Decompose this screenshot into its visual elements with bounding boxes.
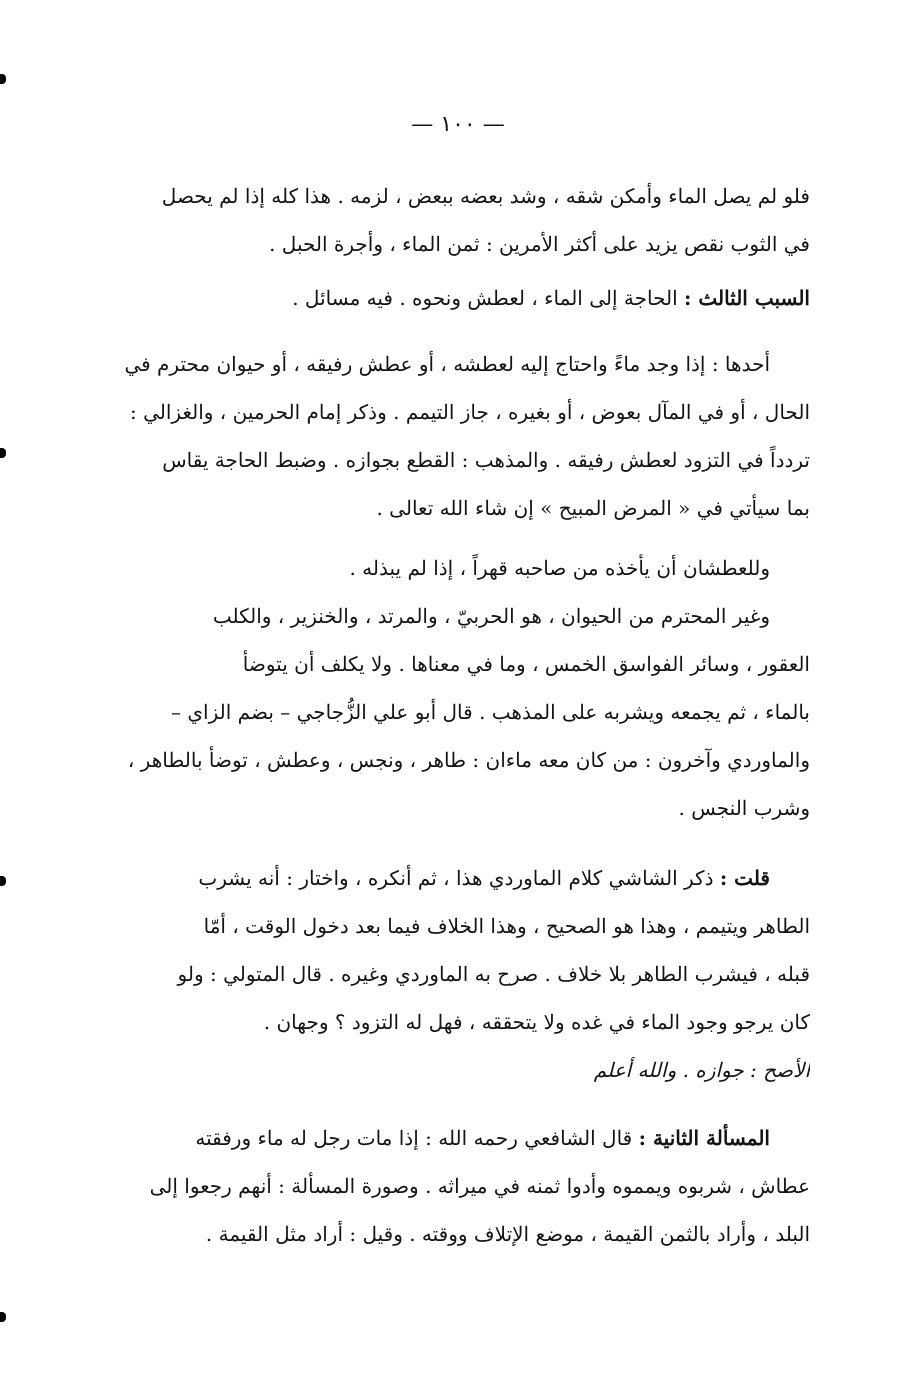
text-span: ذكر الشاشي كلام الماوردي هذا ، ثم أنكره ، واختار : أنه يشرب [198, 866, 714, 890]
scan-edge-mark [0, 448, 6, 458]
text-line: والماوردي وآخرون : من كان معه ماءان : طاهر ، ونجس ، وعطش ، توضأ بالطاهر ، [127, 748, 810, 772]
paragraph-1 [80, 172, 810, 268]
section-heading: المسألة الثانية : [638, 1126, 770, 1150]
text-line: وغير المحترم من الحيوان ، هو الحربيّ ، والمرتد ، والخنزير ، والكلب [212, 604, 770, 628]
text-line [80, 274, 810, 322]
text-line: قبله ، فيشرب الطاهر بلا خلاف . صرح به الماوردي وغيره . قال المتولي : ولو [177, 962, 810, 986]
paragraph-second-issue [80, 1114, 810, 1258]
text-line: بما سيأتي في « المرض المبيح » إن شاء الله تعالى . [376, 496, 810, 520]
paragraph-thirsty [80, 544, 810, 592]
text-line: البلد ، وأراد بالثمن القيمة ، موضع الإتلاف ووقته . وقيل : أراد مثل القيمة . [205, 1222, 810, 1246]
text-line: الحال ، أو في المآل بعوض ، أو بغيره ، جاز التيمم . وذكر إمام الحرمين ، والغزالي : [130, 400, 810, 424]
text-line: عطاش ، شربوه ويمموه وأدوا ثمنه في ميراثه . وصورة المسألة : أنهم رجعوا إلى [149, 1174, 810, 1198]
section-heading: السبب الثالث : [684, 286, 810, 310]
text-line: العقور ، وسائر الفواسق الخمس ، وما في معناها . ولا يكلف أن يتوضأ [242, 652, 810, 676]
page-number: — ١٠٠ — [411, 112, 505, 137]
text-line [80, 1114, 810, 1162]
scan-edge-mark [0, 876, 6, 886]
paragraph-qultu [80, 854, 810, 1094]
text-span: قال الشافعي رحمه الله : إذا مات رجل له ماء ورفقته [195, 1126, 633, 1150]
text-line: بالماء ، ثم يجمعه ويشربه على المذهب . قال أبو علي الزُّجاجي – بضم الزاي – [171, 700, 810, 724]
scan-edge-mark [0, 1312, 6, 1322]
paragraph-non-sacred [80, 592, 810, 832]
scan-edge-mark [0, 74, 6, 84]
text-line: أحدها : إذا وجد ماءً واحتاج إليه لعطشه ، أو عطش رفيقه ، أو حيوان محترم في [124, 352, 770, 376]
text-line [80, 854, 810, 902]
text-line: الطاهر ويتيمم ، وهذا هو الصحيح ، وهذا الخلاف فيما بعد دخول الوقت ، أمّا [203, 914, 810, 938]
paragraph-third-cause [80, 274, 810, 322]
text-line: في الثوب نقص يزيد على أكثر الأمرين : ثمن الماء ، وأجرة الحبل . [269, 232, 810, 256]
text-line: وللعطشان أن يأخذه من صاحبه قهراً ، إذا لم يبذله . [349, 556, 770, 580]
text-line: الأصح : جوازه . والله أعلم [593, 1058, 810, 1082]
text-span: الحاجة إلى الماء ، لعطش ونحوه . فيه مسائل . [292, 286, 678, 310]
text-line: فلو لم يصل الماء وأمكن شقه ، وشد بعضه ببعض ، لزمه . هذا كله إذا لم يحصل [161, 184, 810, 208]
text-line: كان يرجو وجود الماء في غده ولا يتحققه ، فهل له التزود ؟ وجهان . [263, 1010, 810, 1034]
text-line: وشرب النجس . [678, 796, 810, 820]
section-heading: قلت : [719, 866, 770, 890]
text-line: تردداً في التزود لعطش رفيقه . والمذهب : القطع بجوازه . وضبط الحاجة يقاس [162, 448, 810, 472]
paragraph-first-issue [80, 340, 810, 532]
